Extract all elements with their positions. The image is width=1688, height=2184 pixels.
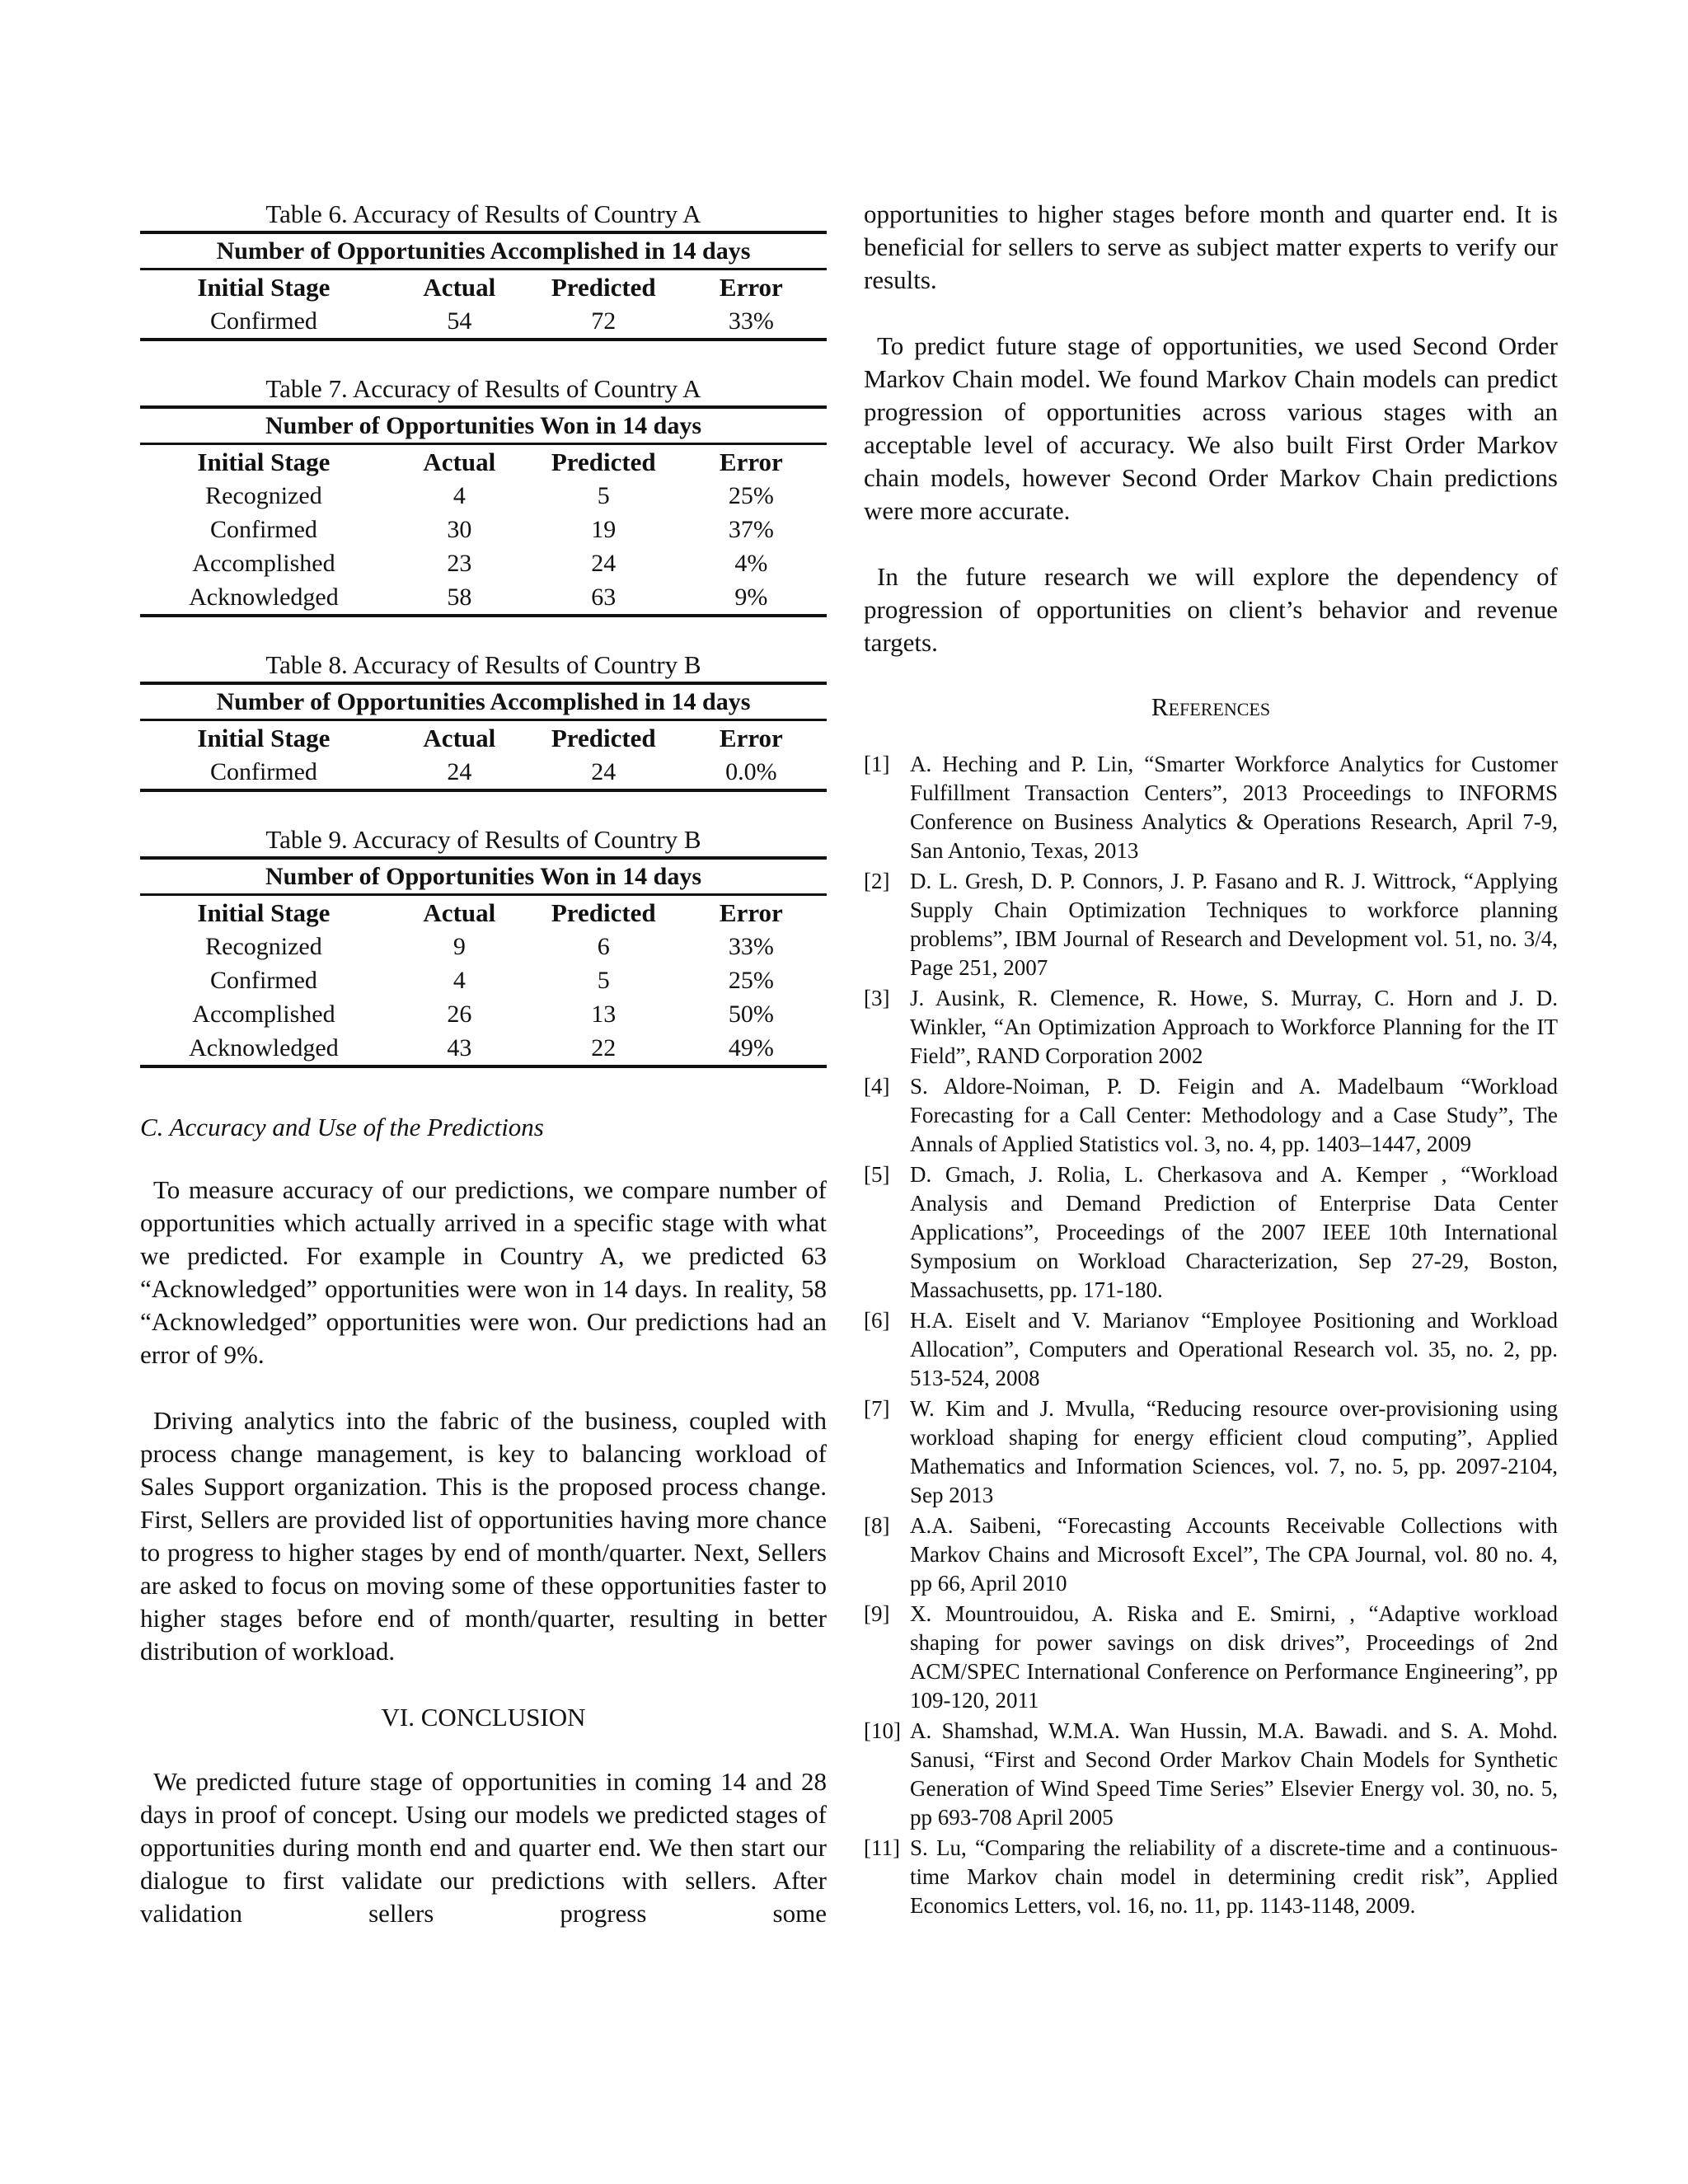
- column-header: Predicted: [551, 448, 656, 476]
- table-row: [140, 1031, 827, 1066]
- column-header: Predicted: [551, 898, 656, 927]
- table-cell: 50%: [728, 1001, 774, 1028]
- table-row: [140, 513, 827, 546]
- table-cell: 5: [597, 967, 610, 994]
- reference-item: [7] W. Kim and J. Mvulla, “Reducing resource over-provisioning using workload shaping for energy efficient cloud computing”, Applied Mathematics and Information Sciences, vol. 7, no. 5, pp. 2097-2104, Sep 2013: [864, 1396, 1558, 1507]
- table-row: [140, 755, 827, 790]
- column-header: Error: [719, 273, 783, 302]
- table-cell: Confirmed: [209, 967, 317, 994]
- table-row: [140, 930, 827, 963]
- results-table: [140, 682, 827, 792]
- table-9: [140, 823, 827, 1068]
- reference-item: [2] D. L. Gresh, D. P. Connors, J. P. Fasano and R. J. Wittrock, “Applying Supply Chain Optimization Techniques to workforce planning problems”, IBM Journal of Research and Development vol. 51, no. 3/4, Page 251, 2007: [864, 869, 1558, 980]
- table-cell: 37%: [728, 516, 774, 543]
- table-cell: 24: [591, 550, 617, 577]
- table-cell: 49%: [676, 1031, 827, 1066]
- table-cell: 22: [532, 1031, 676, 1066]
- table-cell: 0.0%: [676, 755, 827, 790]
- table-caption: Table 7. Accuracy of Results of Country A: [265, 374, 701, 403]
- table-span-header: Number of Opportunities Won in 14 days: [140, 407, 827, 444]
- column-header: Predicted: [551, 273, 656, 302]
- reference-item: [4] S. Aldore-Noiman, P. D. Feigin and A. Madelbaum “Workload Forecasting for a Call Center: Methodology and a Case Study”, The Annals of Applied Statistics vol. 3, no. 4, pp. 1403–1447, 2009: [864, 1074, 1558, 1156]
- table-span-header: Number of Opportunities Accomplished in 14 days: [140, 683, 827, 720]
- reference-list: [864, 750, 1558, 1920]
- reference-item: [8] A.A. Saibeni, “Forecasting Accounts Receivable Collections with Markov Chains and Microsoft Excel”, The CPA Journal, vol. 80 no. 4, pp 66, April 2010: [864, 1513, 1558, 1596]
- body-paragraph: Driving analytics into the fabric of the business, coupled with process change management, is key to balancing workload of Sales Support organization. This is the proposed process change. First, Sellers are provided list of opportunities having more chance to progress to higher stages by end of month/quarter. Next, Sellers are asked to focus on moving some of these opportunities faster to higher stages before end of month/quarter, resulting in better distribution of workload.: [140, 1406, 827, 1666]
- table-cell: Confirmed: [140, 304, 387, 340]
- table-cell: 4: [452, 482, 466, 509]
- reference-item: [11] S. Lu, “Comparing the reliability of a discrete-time and a continuous-time Markov chain model in determining credit risk”, Applied Economics Letters, vol. 16, no. 11, pp. 1143-1148, 2009.: [864, 1835, 1558, 1918]
- table-caption: Table 8. Accuracy of Results of Country B: [265, 650, 701, 679]
- right-column: [864, 198, 1558, 1922]
- left-column: [140, 198, 827, 1963]
- table-cell: Recognized: [205, 482, 322, 509]
- body-paragraph: To measure accuracy of our predictions, we compare number of opportunities which actually arrived in a specific stage with what we predicted. For example in Country A, we predicted 63 “Acknowledged” opportunities were won in 14 days. In reality, 58 “Acknowledged” opportunities were won. Our predictions had an error of 9%.: [140, 1175, 827, 1369]
- table-cell: 6: [597, 933, 610, 960]
- table-row: [140, 963, 827, 997]
- table-7: [140, 373, 827, 617]
- table-8: [140, 649, 827, 792]
- column-header: Error: [719, 724, 783, 752]
- column-header: Actual: [423, 273, 496, 302]
- column-header: Predicted: [551, 724, 656, 752]
- table-cell: 9%: [676, 580, 827, 616]
- table-caption: Table 6. Accuracy of Results of Country A: [265, 199, 701, 228]
- table-cell: 23: [447, 550, 472, 577]
- table-cell: Confirmed: [140, 755, 387, 790]
- column-header: Initial Stage: [197, 898, 331, 927]
- results-table: [140, 231, 827, 341]
- table-cell: 26: [447, 1001, 472, 1028]
- reference-item: [3] J. Ausink, R. Clemence, R. Howe, S. Murray, C. Horn and J. D. Winkler, “An Optimization Approach to Workforce Planning for the IT Field”, RAND Corporation 2002: [864, 986, 1558, 1068]
- references-heading: References: [1151, 692, 1271, 721]
- table-row: [140, 580, 827, 616]
- table-cell: Confirmed: [209, 516, 317, 543]
- results-table: [140, 856, 827, 1068]
- table-cell: Acknowledged: [140, 580, 387, 616]
- results-table: [140, 405, 827, 617]
- table-cell: 9: [452, 933, 466, 960]
- table-cell: 72: [532, 304, 676, 340]
- table-cell: 24: [532, 755, 676, 790]
- table-cell: 30: [447, 516, 472, 543]
- table-cell: Accomplished: [192, 1001, 335, 1028]
- table-row: [140, 304, 827, 340]
- column-header: Error: [719, 448, 783, 476]
- table-cell: 5: [597, 482, 610, 509]
- column-header: Error: [719, 898, 783, 927]
- table-span-header: Number of Opportunities Won in 14 days: [140, 858, 827, 895]
- table-cell: 33%: [728, 933, 774, 960]
- table-cell: 13: [591, 1001, 617, 1028]
- body-paragraph: opportunities to higher stages before month and quarter end. It is beneficial for sellers to serve as subject matter experts to verify our results.: [864, 199, 1558, 294]
- body-paragraph: We predicted future stage of opportunities in coming 14 and 28 days in proof of concept. Using our models we predicted stages of opportunities during month end and quarter end. We then start our dialogue to first validate our predictions with sellers. After validation sellers progress some: [140, 1767, 827, 1928]
- column-header: Initial Stage: [197, 448, 331, 476]
- reference-item: [6] H.A. Eiselt and V. Marianov “Employee Positioning and Workload Allocation”, Computers and Operational Research vol. 35, no. 2, pp. 513-524, 2008: [864, 1308, 1558, 1390]
- table-cell: 24: [387, 755, 532, 790]
- column-header: Initial Stage: [197, 724, 331, 752]
- table-row: [140, 546, 827, 580]
- reference-item: [1] A. Heching and P. Lin, “Smarter Workforce Analytics for Customer Fulfillment Transaction Centers”, 2013 Proceedings to INFORMS Conference on Business Analytics & Operations Research, April 7-9, San Antonio, Texas, 2013: [864, 752, 1558, 863]
- section-heading: VI. CONCLUSION: [381, 1703, 586, 1732]
- column-header: Actual: [423, 898, 496, 927]
- table-cell: Accomplished: [192, 550, 335, 577]
- column-header: Actual: [423, 448, 496, 476]
- table-caption: Table 9. Accuracy of Results of Country B: [265, 825, 701, 854]
- table-cell: 43: [387, 1031, 532, 1066]
- table-row: [140, 997, 827, 1031]
- table-cell: Acknowledged: [140, 1031, 387, 1066]
- table-6: [140, 198, 827, 341]
- table-cell: 54: [387, 304, 532, 340]
- table-cell: 4: [452, 967, 466, 994]
- reference-item: [5] D. Gmach, J. Rolia, L. Cherkasova and A. Kemper , “Workload Analysis and Demand Prediction of Enterprise Data Center Applications”, Proceedings of the 2007 IEEE 10th International Symposium on Workload Characterization, Sep 27-29, Boston, Massachusetts, pp. 171-180.: [864, 1162, 1558, 1302]
- column-header: Actual: [423, 724, 496, 752]
- table-cell: 25%: [728, 967, 774, 994]
- table-span-header: Number of Opportunities Accomplished in 14 days: [140, 232, 827, 269]
- table-cell: 63: [532, 580, 676, 616]
- reference-item: [9] X. Mountrouidou, A. Riska and E. Smirni, , “Adaptive workload shaping for power savings on disk drives”, Proceedings of 2nd ACM/SPEC International Conference on Performance Engineering”, pp 109-120, 2011: [864, 1601, 1558, 1713]
- column-header: Initial Stage: [197, 273, 331, 302]
- table-cell: 33%: [676, 304, 827, 340]
- table-cell: 25%: [728, 482, 774, 509]
- table-cell: Recognized: [205, 933, 322, 960]
- body-paragraph: In the future research we will explore the dependency of progression of opportunities on client’s behavior and revenue targets.: [864, 562, 1558, 657]
- table-row: [140, 479, 827, 513]
- table-cell: 4%: [734, 550, 768, 577]
- body-paragraph: To predict future stage of opportunities, we used Second Order Markov Chain model. We found Markov Chain models can predict progression of opportunities across various stages with an acceptable level of accuracy. We also built First Order Markov chain models, however Second Order Markov Chain predictions were more accurate.: [864, 331, 1558, 525]
- table-cell: 58: [387, 580, 532, 616]
- table-cell: 19: [591, 516, 617, 543]
- reference-item: [10] A. Shamshad, W.M.A. Wan Hussin, M.A. Bawadi. and S. A. Mohd. Sanusi, “First and Second Order Markov Chain Models for Synthetic Generation of Wind Speed Time Series” Elsevier Energy vol. 30, no. 5, pp 693-708 April 2005: [864, 1718, 1558, 1830]
- subsection-heading: C. Accuracy and Use of the Predictions: [140, 1113, 544, 1141]
